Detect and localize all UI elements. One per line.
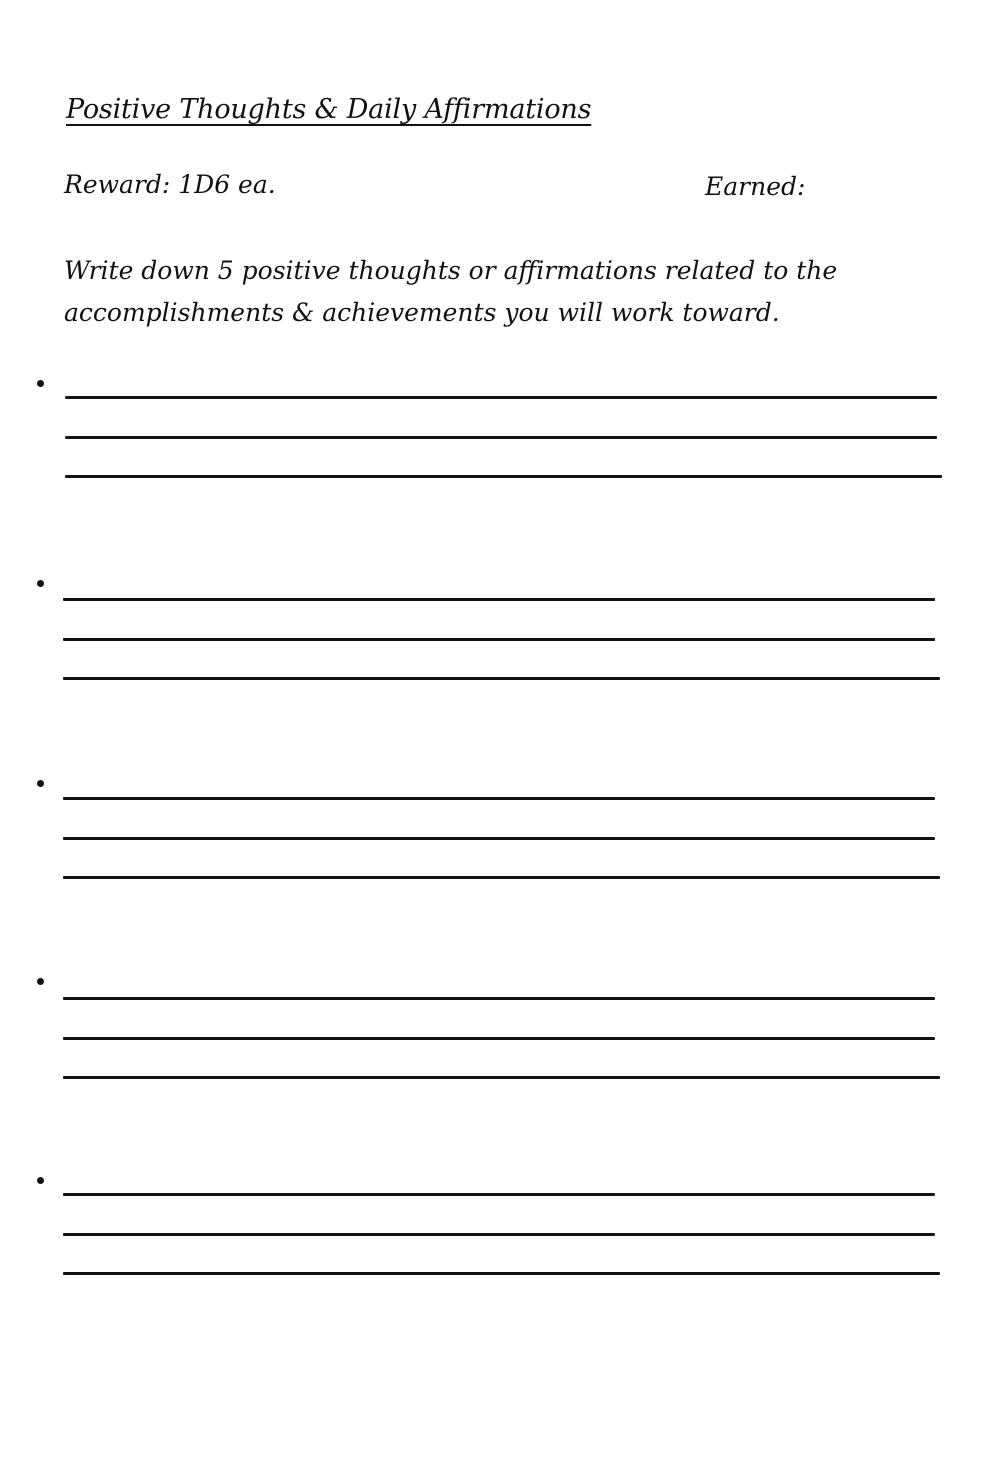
answer-line-1-3[interactable] — [65, 475, 942, 478]
answer-line-5-3[interactable] — [63, 1272, 940, 1275]
answer-line-4-3[interactable] — [63, 1076, 940, 1079]
instructions-line-1: Write down 5 positive thoughts or affirmations related to the — [64, 256, 838, 285]
answer-line-1-1[interactable] — [65, 396, 937, 399]
bullet-icon — [37, 380, 44, 387]
answer-line-3-3[interactable] — [63, 876, 940, 879]
answer-line-5-2[interactable] — [63, 1233, 935, 1236]
answer-line-5-1[interactable] — [63, 1193, 935, 1196]
answer-line-2-2[interactable] — [63, 638, 935, 641]
answer-line-1-2[interactable] — [65, 436, 937, 439]
affirmation-entry-1 — [0, 375, 1005, 485]
earned-label: Earned: — [705, 172, 806, 201]
answer-line-3-2[interactable] — [63, 837, 935, 840]
affirmation-entry-4 — [0, 976, 1005, 1086]
page-title: Positive Thoughts & Daily Affirmations — [66, 94, 592, 125]
instructions — [64, 250, 944, 334]
bullet-icon — [37, 978, 44, 985]
answer-line-2-1[interactable] — [63, 598, 935, 601]
bullet-icon — [37, 1177, 44, 1184]
answer-line-4-2[interactable] — [63, 1037, 935, 1040]
answer-line-4-1[interactable] — [63, 997, 935, 1000]
affirmation-entry-2 — [0, 576, 1005, 686]
reward-label: Reward: 1D6 ea. — [64, 170, 276, 199]
instructions-line-2: accomplishments & achievements you will work toward. — [64, 298, 780, 327]
bullet-icon — [37, 580, 44, 587]
answer-line-3-1[interactable] — [63, 797, 935, 800]
affirmation-entry-5 — [0, 1174, 1005, 1284]
answer-line-2-3[interactable] — [63, 677, 940, 680]
affirmation-entry-3 — [0, 776, 1005, 886]
bullet-icon — [37, 780, 44, 787]
